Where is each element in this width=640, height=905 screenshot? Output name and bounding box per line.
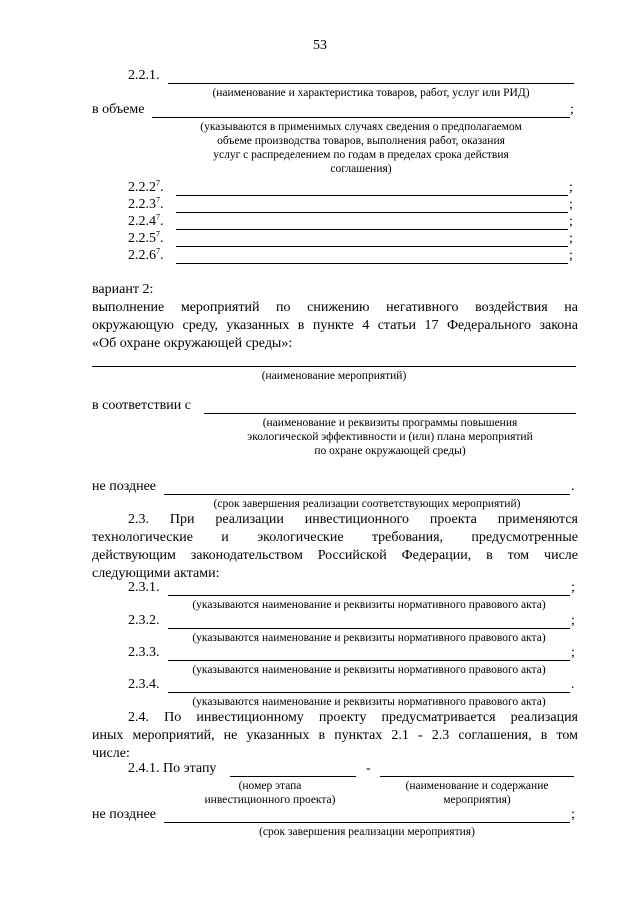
item-2-2-4-field[interactable] [176,229,568,230]
deadline-2-end: ; [571,807,575,822]
item-2-3-2-hint: (указываются наименование и реквизиты нормативного правового акта) [192,632,546,644]
deadline-2-hint: (срок завершения реализации мероприятия) [259,826,475,838]
item-2-2-1-hint: (наименование и характеристика товаров, работ, услуг или РИД) [212,87,530,99]
item-2-2-2-label: 2.2.2$^7$. [128,178,164,195]
stage-number-field[interactable] [230,776,356,777]
section-2-4-line-1: 2.4. По инвестиционному проекту предусматривается реализация [128,710,578,725]
item-2-4-1-label: 2.4.1. По этапу [128,761,217,776]
section-2-3-line-1: 2.3. При реализации инвестиционного проекта применяются [128,512,578,527]
item-2-3-4-end: . [571,677,575,692]
variant-2-line-3: «Об охране окружающей среды»: [92,336,293,351]
item-2-3-1-label: 2.3.1. [128,580,160,595]
item-2-3-3-hint: (указываются наименование и реквизиты нормативного правового акта) [192,664,546,676]
item-2-3-4-hint: (указываются наименование и реквизиты нормативного правового акта) [192,696,546,708]
item-2-3-4-label: 2.3.4. [128,677,160,692]
accordance-hint-2: экологической эффективности и (или) плана мероприятий [247,431,533,443]
deadline-1-label: не позднее [92,479,157,494]
stage-content-hint-1: (наименование и содержание [405,780,549,792]
deadline-1-hint: (срок завершения реализации соответствующих мероприятий) [213,498,521,510]
item-2-3-1-field[interactable] [168,595,570,596]
section-2-4-line-3: числе: [92,746,130,761]
volume-hint-3: услуг с распределением по годам в пределах срока действия [213,149,509,161]
volume-hint-2: объеме производства товаров, выполнения работ, оказания [217,135,505,147]
variant-2-line-2: окружающую среду, указанных в пункте 4 статьи 17 Федерального закона [92,318,578,333]
measures-hint: (наименование мероприятий) [261,370,407,382]
stage-content-hint-2: мероприятия) [443,794,511,806]
section-2-3-line-3: действующим законодательством Российской Федерации, в том числе [92,548,578,563]
item-2-3-2-label: 2.3.2. [128,613,160,628]
variant-2-line-1: выполнение мероприятий по снижению негативного воздействия на [92,300,578,315]
item-2-2-4-semicolon: ; [569,214,573,229]
item-2-2-1-label: 2.2.1. [128,68,160,83]
deadline-1-field[interactable] [164,494,570,495]
item-2-3-2-end: ; [571,613,575,628]
item-2-3-3-label: 2.3.3. [128,645,160,660]
item-2-3-3-end: ; [571,645,575,660]
accordance-label: в соответствии с [92,398,191,413]
item-2-2-3-label: 2.2.3$^7$. [128,195,164,212]
item-2-2-2-semicolon: ; [569,180,573,195]
item-2-2-3-field[interactable] [176,212,568,213]
volume-field[interactable] [152,117,570,118]
deadline-2-label: не позднее [92,807,157,822]
item-2-3-2-field[interactable] [168,628,570,629]
item-2-2-6-label: 2.2.6$^7$. [128,246,164,263]
deadline-2-field[interactable] [164,822,570,823]
stage-content-field[interactable] [380,776,574,777]
accordance-hint-3: по охране окружающей среды) [314,445,466,457]
item-2-2-1-field[interactable] [168,83,574,84]
item-2-2-4-label: 2.2.4$^7$. [128,212,164,229]
item-2-2-5-field[interactable] [176,246,568,247]
accordance-hint-1: (наименование и реквизиты программы повышения [262,417,518,429]
volume-label: в объеме [92,102,145,117]
item-2-3-3-field[interactable] [168,660,570,661]
item-2-3-4-field[interactable] [168,692,570,693]
item-2-2-6-semicolon: ; [569,248,573,263]
volume-hint-1: (указываются в применимых случаях сведения о предполагаемом [200,121,522,133]
item-2-2-6-field[interactable] [176,263,568,264]
item-2-2-2-field[interactable] [176,195,568,196]
measures-field[interactable] [92,366,576,367]
item-2-2-5-semicolon: ; [569,231,573,246]
section-2-3-line-2: технологические и экологические требования, предусмотренные [92,530,578,545]
section-2-3-line-4: следующими актами: [92,566,220,581]
page-number: 53 [313,38,327,53]
deadline-1-end: . [571,479,575,494]
stage-number-hint-2: инвестиционного проекта) [204,794,336,806]
stage-dash: - [366,761,371,776]
variant-2-title: вариант 2: [92,282,154,297]
item-2-3-1-hint: (указываются наименование и реквизиты нормативного правового акта) [192,599,546,611]
section-2-4-line-2: иных мероприятий, не указанных в пунктах 2.1 - 2.3 соглашения, в том [92,728,578,743]
volume-semicolon: ; [570,102,574,117]
volume-hint-4: соглашения) [330,163,392,175]
accordance-field[interactable] [204,413,576,414]
item-2-2-3-semicolon: ; [569,197,573,212]
stage-number-hint-1: (номер этапа [238,780,302,792]
item-2-3-1-end: ; [571,580,575,595]
item-2-2-5-label: 2.2.5$^7$. [128,229,164,246]
